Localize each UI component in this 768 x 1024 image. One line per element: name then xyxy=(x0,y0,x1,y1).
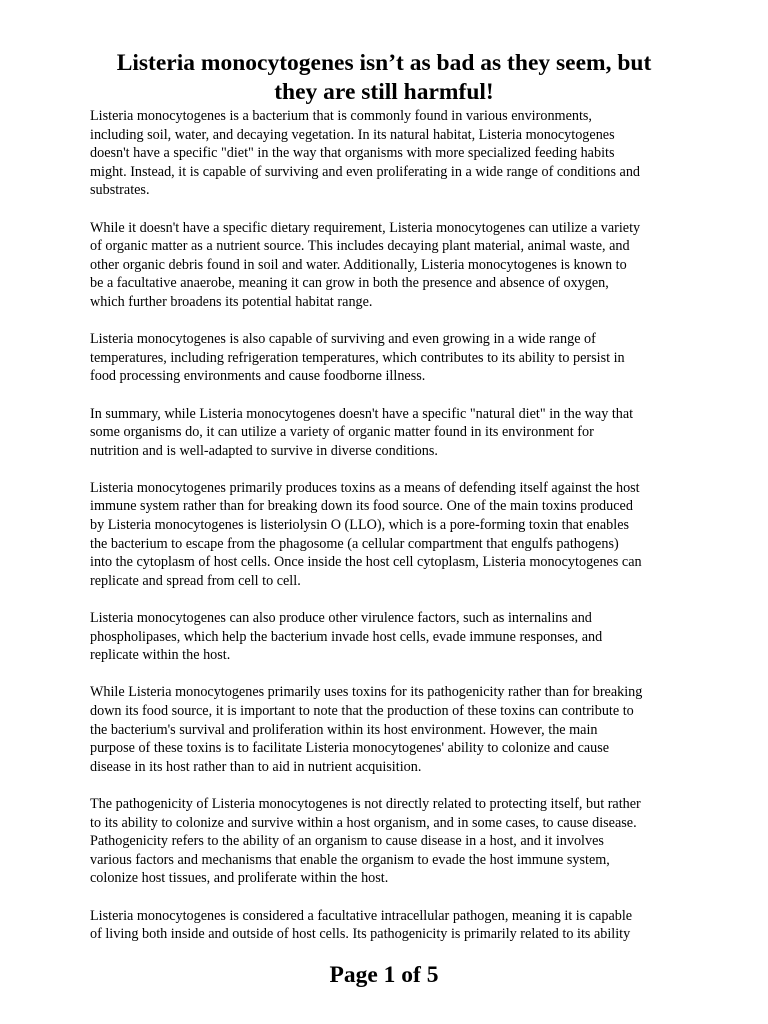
text-line: food processing environments and cause foodborne illness. xyxy=(90,368,426,385)
text-line: replicate within the host. xyxy=(90,647,231,664)
text-line: might. Instead, it is capable of surviving and even proliferating in a wide range of conditions and xyxy=(90,163,641,180)
text-line: colonize host tissues, and proliferate within the host. xyxy=(90,870,389,887)
paragraph xyxy=(90,405,690,461)
paragraph xyxy=(90,479,690,591)
text-line: replicate and spread from cell to cell. xyxy=(90,572,301,589)
text-line: The pathogenicity of Listeria monocytogenes is not directly related to protecting itself, but rather xyxy=(90,795,641,812)
text-line: some organisms do, it can utilize a variety of organic matter found in its environment for xyxy=(90,424,594,441)
text-line: substrates. xyxy=(90,182,150,199)
text-line: Listeria monocytogenes is considered a facultative intracellular pathogen, meaning it is capable xyxy=(90,907,633,924)
paragraph xyxy=(90,609,690,665)
text-line: to its ability to colonize and survive within a host organism, and in some cases, to cause disease. xyxy=(90,814,637,831)
paragraph xyxy=(90,907,690,944)
document-title xyxy=(60,49,708,107)
text-line: the bacterium to escape from the phagosome (a cellular compartment that engulfs pathogens) xyxy=(90,535,619,552)
text-line: purpose of these toxins is to facilitate Listeria monocytogenes' ability to colonize and cause xyxy=(90,740,610,757)
text-line: While Listeria monocytogenes primarily uses toxins for its pathogenicity rather than for breaking xyxy=(90,684,643,701)
text-line: other organic debris found in soil and water. Additionally, Listeria monocytogenes is known to xyxy=(90,256,627,273)
document-title-line: Listeria monocytogenes isn’t as bad as they seem, but xyxy=(116,50,652,76)
text-line: down its food source, it is important to note that the production of these toxins can contribute to xyxy=(90,703,634,719)
text-line: phospholipases, which help the bacterium invade host cells, evade immune responses, and xyxy=(90,628,603,645)
text-line: doesn't have a specific "diet" in the way that organisms with more specialized feeding habits xyxy=(90,145,615,162)
paragraph xyxy=(90,219,690,312)
text-line: including soil, water, and decaying vegetation. In its natural habitat, Listeria monocytogenes xyxy=(90,126,615,143)
text-line: into the cytoplasm of host cells. Once inside the host cell cytoplasm, Listeria monocytogenes can xyxy=(90,554,642,571)
text-line: Listeria monocytogenes primarily produces toxins as a means of defending itself against the host xyxy=(90,479,640,496)
text-line: While it doesn't have a specific dietary requirement, Listeria monocytogenes can utilize a variety xyxy=(90,219,641,236)
text-line: Pathogenicity refers to the ability of an organism to cause disease in a host, and it involves xyxy=(90,833,604,850)
text-line: by Listeria monocytogenes is listeriolysin O (LLO), which is a pore-forming toxin that enables xyxy=(90,517,630,534)
text-line: disease in its host rather than to aid in nutrient acquisition. xyxy=(90,758,422,775)
text-line: Listeria monocytogenes can also produce other virulence factors, such as internalins and xyxy=(90,610,592,627)
paragraph xyxy=(90,330,690,386)
text-line: Listeria monocytogenes is also capable of surviving and even growing in a wide range of xyxy=(90,331,596,348)
text-line: In summary, while Listeria monocytogenes doesn't have a specific "natural diet" in the way that xyxy=(90,405,634,422)
text-line: be a facultative anaerobe, meaning it can grow in both the presence and absence of oxygen, xyxy=(90,275,609,292)
text-line: the bacterium's survival and proliferation within its host environment. However, the main xyxy=(90,721,598,738)
text-line: of living both inside and outside of host cells. Its pathogenicity is primarily related to its ability xyxy=(90,926,631,943)
text-line: various factors and mechanisms that enable the organism to evade the host immune system, xyxy=(90,851,610,868)
text-line: Listeria monocytogenes is a bacterium that is commonly found in various environments, xyxy=(90,108,592,124)
text-line: temperatures, including refrigeration temperatures, which contributes to its ability to persist in xyxy=(90,349,625,366)
paragraph xyxy=(90,107,690,200)
paragraph xyxy=(90,795,690,888)
text-line: which further broadens its potential habitat range. xyxy=(90,293,373,310)
page-number: Page 1 of 5 xyxy=(329,962,439,988)
text-line: nutrition and is well-adapted to survive in diverse conditions. xyxy=(90,442,438,459)
text-line: of organic matter as a nutrient source. This includes decaying plant material, animal waste, and xyxy=(90,238,630,255)
document-body xyxy=(90,107,690,962)
paragraph xyxy=(90,683,690,776)
text-line: immune system rather than for breaking down its food source. One of the main toxins produced xyxy=(90,498,633,515)
document-title-line: they are still harmful! xyxy=(274,79,494,105)
